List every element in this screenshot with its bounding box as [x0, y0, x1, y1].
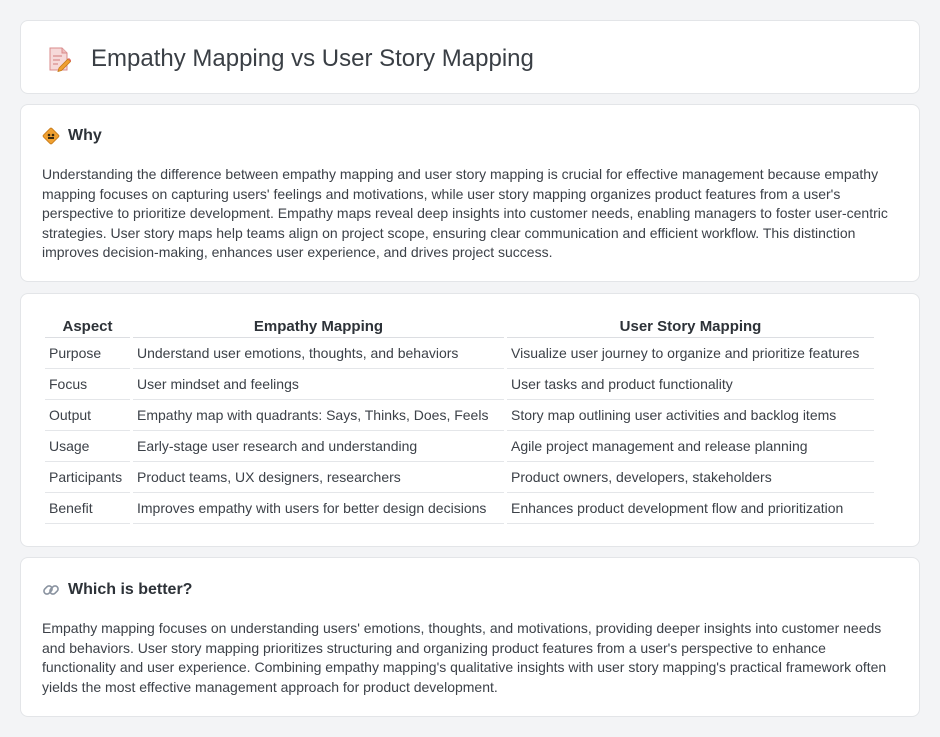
link-icon	[42, 581, 60, 599]
table-row	[45, 462, 874, 493]
table-cell: Empathy map with quadrants: Says, Thinks, Does, Feels	[133, 400, 504, 431]
column-header: Aspect	[45, 315, 130, 338]
header-card	[20, 20, 920, 94]
why-heading: Why	[68, 127, 102, 144]
why-heading-row	[42, 127, 102, 145]
table-cell: Story map outlining user activities and backlog items	[507, 400, 874, 431]
aspect-cell: Output	[45, 400, 130, 431]
aspect-cell: Focus	[45, 369, 130, 400]
aspect-cell: Usage	[45, 431, 130, 462]
table-cell: Visualize user journey to organize and prioritize features	[507, 338, 874, 369]
table-cell: Product owners, developers, stakeholders	[507, 462, 874, 493]
table-cell: Improves empathy with users for better design decisions	[133, 493, 504, 524]
table-cell: Understand user emotions, thoughts, and behaviors	[133, 338, 504, 369]
table-header-row	[45, 315, 874, 338]
table-row	[45, 493, 874, 524]
table-cell: Enhances product development flow and prioritization	[507, 493, 874, 524]
better-heading-row	[42, 581, 192, 599]
column-header: Empathy Mapping	[133, 315, 504, 338]
table-row	[45, 338, 874, 369]
diamond-sign-icon	[42, 127, 60, 145]
title-row	[47, 45, 534, 73]
why-paragraph: Understanding the difference between empathy mapping and user story mapping is crucial for effective management because empathy mapping focuses on capturing users' feelings and motivations, while user story mapping organizes product features from a user's perspective to prioritize development. Empathy maps reveal deep insights into customer needs, enabling managers to foster user-centric strategies. User story maps help teams align on project scope, ensuring clear communication and efficient workflow. This distinction improves decision-making, enhances user experience, and drives project success.	[42, 166, 888, 261]
column-header: User Story Mapping	[507, 315, 874, 338]
better-paragraph: Empathy mapping focuses on understanding users' emotions, thoughts, and motivations, providing deeper insights into customer needs and behaviors. User story mapping prioritizes structuring and organizing product features from a user's perspective to enhance functionality and user experience. Combining empathy mapping's qualitative insights with user story mapping's practical framework often yields the most effective management approach for product development.	[42, 620, 887, 695]
better-heading: Which is better?	[68, 581, 193, 598]
which-is-better-section	[20, 557, 920, 717]
table-cell: User mindset and feelings	[133, 369, 504, 400]
table-cell: Product teams, UX designers, researchers	[133, 462, 504, 493]
comparison-section	[20, 293, 920, 547]
why-section	[20, 104, 920, 282]
table-cell: Agile project management and release planning	[507, 431, 874, 462]
aspect-cell: Purpose	[45, 338, 130, 369]
table-row	[45, 431, 874, 462]
page-title: Empathy Mapping vs User Story Mapping	[91, 45, 534, 72]
table-cell: Early-stage user research and understanding	[133, 431, 504, 462]
table-row	[45, 369, 874, 400]
aspect-cell: Participants	[45, 462, 130, 493]
aspect-cell: Benefit	[45, 493, 130, 524]
table-cell: User tasks and product functionality	[507, 369, 874, 400]
table-row	[45, 400, 874, 431]
document-pencil-icon	[47, 46, 71, 72]
comparison-table	[42, 315, 877, 524]
